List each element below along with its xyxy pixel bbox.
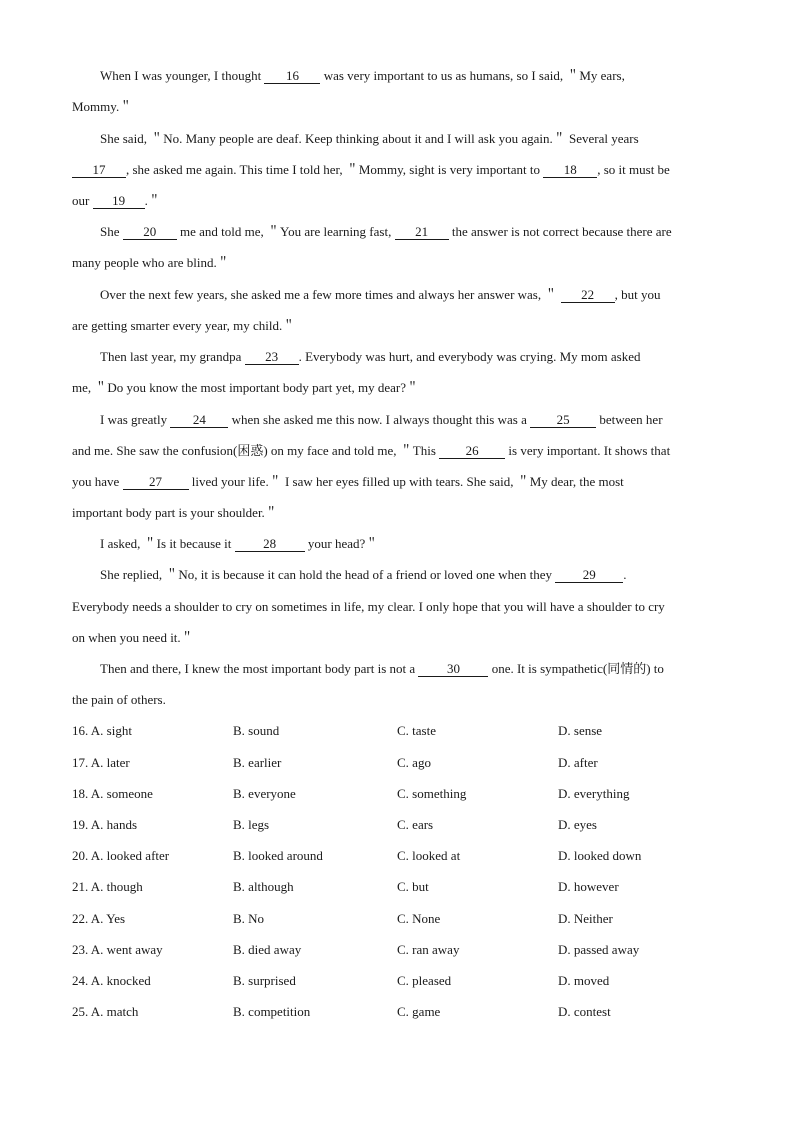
passage-line [100,68,625,84]
option-d: D. contest [558,1004,611,1019]
passage-text: are getting smarter every year, my child.＂ [72,318,296,333]
passage-text: Then and there, I knew the most important body part is not a [100,661,419,676]
passage-text: Everybody needs a shoulder to cry on sometimes in life, my clear. I only hope that you will have a shoulder to cry [72,599,665,614]
blank-22: 22 [561,288,615,303]
passage-text: the pain of others. [72,692,166,707]
blank-21: 21 [395,225,449,240]
option-d: D. however [558,879,619,894]
passage-line [72,474,624,490]
option-b: B. surprised [233,973,296,988]
blank-24: 24 [170,413,228,428]
option-d: D. passed away [558,942,640,957]
passage-text: She replied, ＂No, it is because it can hold the head of a friend or loved one when they [100,567,556,582]
passage-line [72,380,419,396]
passage-text: our [72,193,93,208]
passage-line [72,599,665,615]
passage-text: important body part is your shoulder.＂ [72,505,278,520]
passage-text: one. It is sympathetic(同情的) to [488,661,664,676]
blank-27: 27 [123,475,189,490]
option-a: 24. A. knocked [72,973,151,988]
passage-text: was very important to us as humans, so I said, ＂My ears, [320,68,625,83]
option-a: 16. A. sight [72,723,132,738]
option-b: B. died away [233,942,302,957]
option-b: B. sound [233,723,280,738]
passage-text: you have [72,474,123,489]
option-a: 22. A. Yes [72,911,126,926]
option-a: 18. A. someone [72,786,153,801]
passage-text: Over the next few years, she asked me a few more times and always her answer was, ＂ [100,287,561,302]
option-b: B. No [233,911,265,926]
passage-line [72,630,194,646]
option-c: C. taste [397,723,436,738]
passage-line [100,287,661,303]
passage-text: when she asked me this now. I always thought this was a [228,412,531,427]
blank-26: 26 [439,444,505,459]
passage-line [100,224,672,240]
passage-line [72,505,278,521]
option-a: 23. A. went away [72,942,163,957]
option-b: B. earlier [233,755,282,770]
passage-text: lived your life.＂ I saw her eyes filled up with tears. She said, ＂My dear, the most [188,474,624,489]
passage-text: , she asked me again. This time I told her, ＂Mommy, sight is very important to [126,162,544,177]
passage-line [72,692,166,708]
passage-line [100,661,664,677]
passage-text: between her [596,412,663,427]
option-a: 17. A. later [72,755,130,770]
option-b: B. legs [233,817,270,832]
option-c: C. ears [397,817,434,832]
option-c: C. ago [397,755,431,770]
blank-25: 25 [530,413,596,428]
passage-text: Then last year, my grandpa [100,349,245,364]
passage-text: many people who are blind.＂ [72,255,230,270]
passage-text: . Everybody was hurt, and everybody was crying. My mom asked [298,349,641,364]
passage-text: the answer is not correct because there are [448,224,672,239]
option-c: C. pleased [397,973,452,988]
passage-line [72,255,230,271]
option-c: C. None [397,911,441,926]
passage-text: , but you [614,287,661,302]
option-c: C. but [397,879,429,894]
option-d: D. looked down [558,848,642,863]
option-b: B. looked around [233,848,323,863]
blank-16: 16 [264,69,320,84]
option-a: 21. A. though [72,879,143,894]
passage-line [100,536,378,552]
option-d: D. Neither [558,911,613,926]
blank-18: 18 [543,163,597,178]
option-d: D. everything [558,786,630,801]
blank-30: 30 [418,662,488,677]
passage-text: . [623,567,627,582]
option-c: C. ran away [397,942,460,957]
passage-text: Mommy.＂ [72,99,133,114]
passage-text: and me. She saw the confusion(困惑) on my face and told me, ＂This [72,443,440,458]
passage-text: , so it must be [597,162,670,177]
passage-line [72,99,132,115]
passage-text: .＂ [144,193,161,208]
passage-text: your head?＂ [304,536,379,551]
option-c: C. looked at [397,848,461,863]
blank-29: 29 [555,568,623,583]
blank-19: 19 [93,194,145,209]
option-d: D. moved [558,973,610,988]
passage-line [100,412,663,428]
option-c: C. game [397,1004,441,1019]
option-d: D. after [558,755,598,770]
option-a: 20. A. looked after [72,848,170,863]
passage-text: me, ＂Do you know the most important body part yet, my dear?＂ [72,380,419,395]
blank-28: 28 [235,537,305,552]
passage-text: She said, ＂No. Many people are deaf. Keep thinking about it and I will ask you again.＂ Several years [100,131,639,146]
option-c: C. something [397,786,467,801]
passage-text: is very important. It shows that [505,443,671,458]
option-a: 25. A. match [72,1004,139,1019]
option-b: B. competition [233,1004,311,1019]
passage-line [100,131,639,147]
passage-text: on when you need it.＂ [72,630,194,645]
passage-line [100,349,641,365]
passage-line [72,162,670,178]
passage-line [72,443,670,459]
blank-20: 20 [123,225,177,240]
passage-text: me and told me, ＂You are learning fast, [176,224,395,239]
passage-line [72,318,295,334]
passage-text: I asked, ＂Is it because it [100,536,235,551]
option-b: B. everyone [233,786,296,801]
blank-23: 23 [245,350,299,365]
passage-text: When I was younger, I thought [100,68,265,83]
blank-17: 17 [72,163,126,178]
passage-text: I was greatly [100,412,171,427]
option-a: 19. A. hands [72,817,137,832]
passage-text: She [100,224,123,239]
passage-line [72,193,161,209]
passage-line [100,567,626,583]
option-d: D. eyes [558,817,597,832]
option-d: D. sense [558,723,603,738]
option-b: B. although [233,879,294,894]
